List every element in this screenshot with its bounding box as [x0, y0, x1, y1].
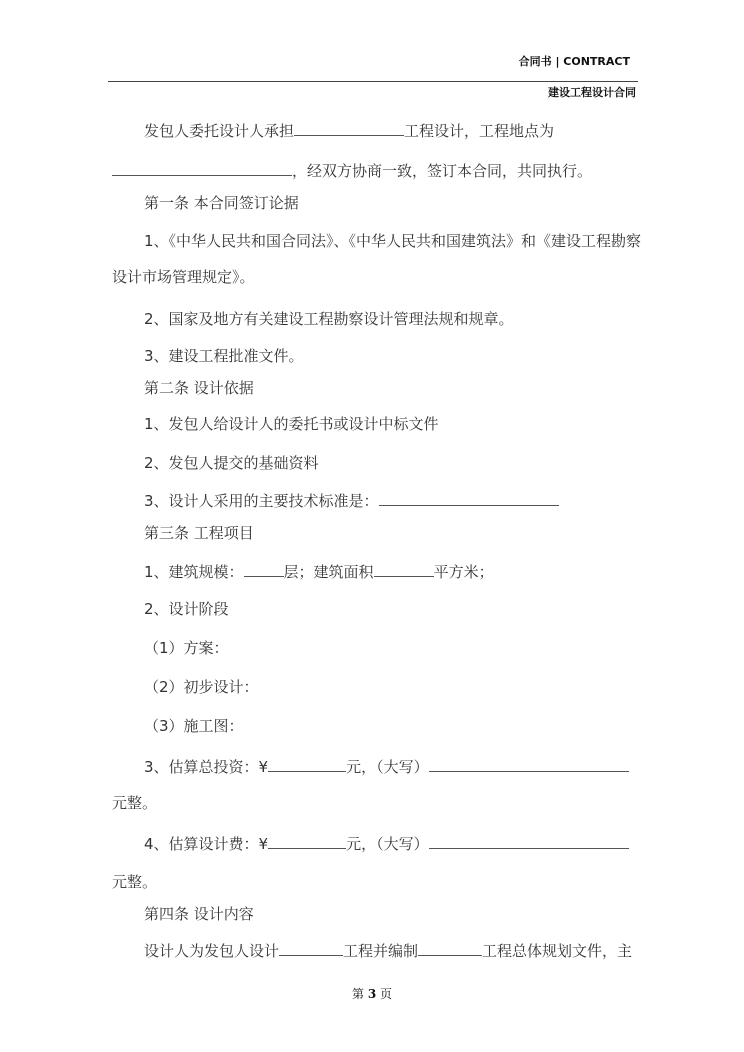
header-rule: [108, 81, 638, 82]
paragraph-line: 设计市场管理规定》。: [112, 268, 255, 286]
blank-standard: [379, 490, 559, 506]
article-heading: 第二条 设计依据: [144, 379, 254, 397]
paragraph-line: （3）施工图：: [144, 717, 244, 735]
paragraph-line: [144, 940, 632, 961]
paragraph-line: 2、国家及地方有关建设工程勘察设计管理法规和规章。: [144, 310, 514, 328]
paragraph-line: 2、设计阶段: [144, 600, 229, 618]
text: 元，（大写）: [346, 758, 429, 776]
paragraph-line: 1、发包人给设计人的委托书或设计中标文件: [144, 415, 439, 433]
blank-design-fee: [268, 833, 346, 849]
paragraph-line: [144, 833, 629, 854]
blank-project-name: [294, 120, 404, 136]
paragraph-line: [144, 490, 559, 511]
footer-prefix: 第: [351, 987, 364, 1001]
text: 设计人为发包人设计: [144, 942, 280, 960]
paragraph-line: （1）方案：: [144, 639, 229, 657]
blank-design-fee-words: [429, 833, 629, 849]
paragraph-line: [144, 120, 554, 141]
page-footer: [0, 985, 744, 1002]
text: 平方米；: [433, 563, 494, 581]
blank-investment-words: [429, 756, 629, 772]
text: 层；建筑面积: [283, 563, 374, 581]
text: 工程设计，工程地点为: [404, 122, 555, 140]
paragraph-line: [144, 756, 629, 777]
text: 工程总体规划文件，主: [482, 942, 633, 960]
paragraph-line: 元整。: [112, 794, 158, 812]
text: 3、设计人采用的主要技术标准是：: [144, 492, 379, 510]
text: 1、建筑规模：: [144, 563, 244, 581]
blank-area: [374, 561, 434, 577]
blank-location: [112, 160, 292, 176]
page-number: 3: [367, 987, 377, 1001]
text: 3、估算总投资：¥: [144, 758, 269, 776]
article-heading: 第三条 工程项目: [144, 524, 254, 542]
article-heading: 第四条 设计内容: [144, 905, 254, 923]
paragraph-line: 3、建设工程批准文件。: [144, 347, 304, 365]
blank-floors: [244, 561, 284, 577]
header-subtitle: 建设工程设计合同: [548, 86, 636, 99]
text: ，经双方协商一致，签订本合同，共同执行。: [292, 162, 593, 180]
paragraph-line: 2、发包人提交的基础资料: [144, 454, 319, 472]
paragraph-line: 1、《中华人民共和国合同法》、《中华人民共和国建筑法》和《建设工程勘察: [144, 232, 642, 250]
blank-investment: [268, 756, 346, 772]
header-title: 合同书 | CONTRACT: [518, 55, 630, 68]
text: 4、估算设计费：¥: [144, 835, 269, 853]
paragraph-line: [144, 561, 494, 582]
paragraph-line: [112, 160, 592, 181]
text: 元，（大写）: [346, 835, 429, 853]
blank-plan-project: [418, 940, 482, 956]
article-heading: 第一条 本合同签订论据: [144, 194, 299, 212]
paragraph-line: （2）初步设计：: [144, 678, 259, 696]
blank-design-project: [279, 940, 343, 956]
footer-suffix: 页: [380, 987, 393, 1001]
paragraph-line: 元整。: [112, 873, 158, 891]
text: 发包人委托设计人承担: [144, 122, 295, 140]
text: 工程并编制: [343, 942, 419, 960]
